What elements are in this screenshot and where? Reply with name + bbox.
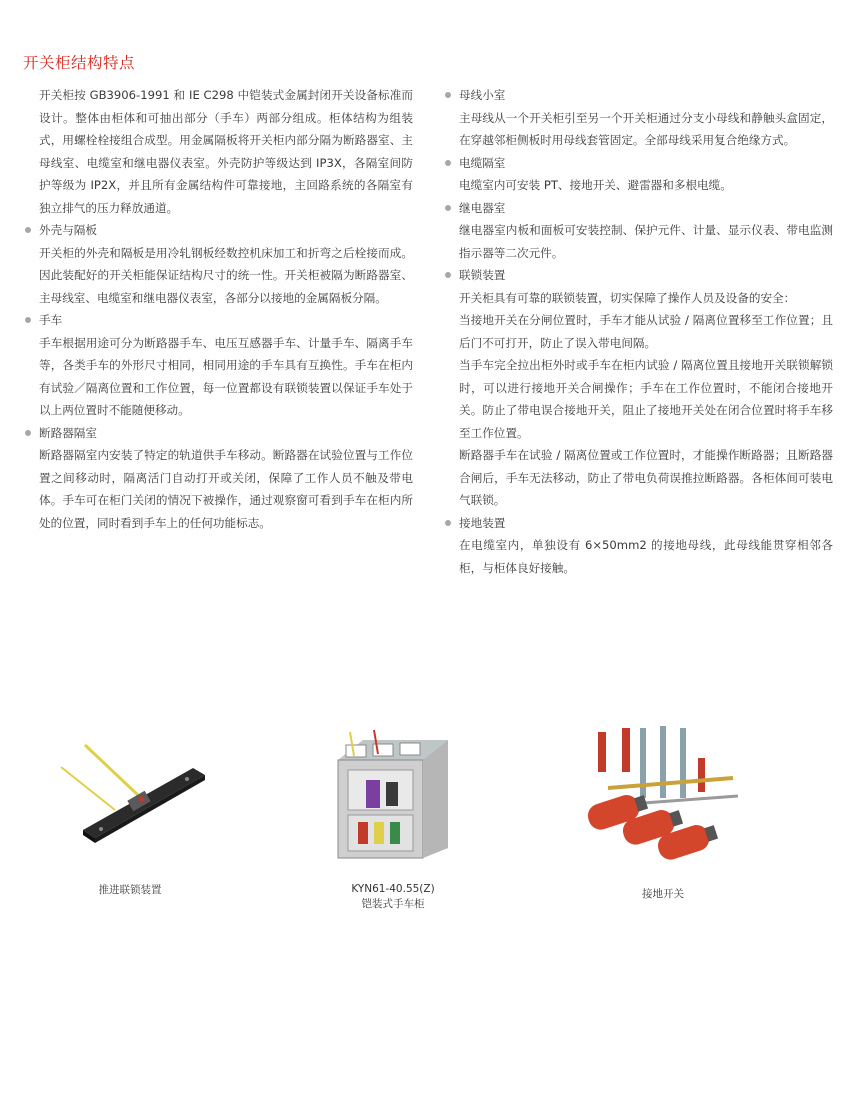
figure-caption: KYN61-40.55(Z)	[351, 883, 435, 895]
section-heading	[25, 309, 413, 332]
section-body: 开关柜的外壳和隔板是用冷轧钢板经数控机床加工和折弯之后栓接而成。因此装配好的开关柜能保证结构尺寸的统一性。开关柜被隔为断路器室、主母线室、电缆室和继电器仪表室，各部分以接地的金属隔板分隔。	[39, 245, 413, 305]
section-body: 继电器室内板和面板可安装控制、保护元件、计量、显示仪表、带电监测指示器等二次元件。	[459, 223, 833, 260]
section-heading	[445, 512, 833, 535]
section-body: 电缆室内可安装 PT、接地开关、避雷器和多根电缆。	[459, 178, 732, 192]
section-heading	[445, 152, 833, 175]
propulsion-interlock-illustration	[55, 735, 215, 850]
bullet-icon	[445, 520, 451, 526]
heading-text: 电缆隔室	[459, 155, 506, 170]
intro-paragraph: 开关柜按 GB3906-1991 和 IE C298 中铠装式金属封闭开关设备标准而设计。整体由柜体和可抽出部分（手车）两部分组成。柜体结构为组装式，用螺栓栓接组合成型。用金属隔板将开关柜内部分隔为断路器室、主母线室、电缆室和继电器仪表室。外壳防护等级达到 IP3X，各隔室间防护等级为 IP2X，并且所有金属结构件可靠接地，主回路系统的各隔室有独立排气的压力释放通道。	[39, 88, 413, 215]
switchgear-cabinet-illustration	[328, 730, 458, 862]
interlock-item: 当接地开关在分闸位置时，手车才能从试验 / 隔离位置移至工作位置；且后门不可打开，防止了误入带电间隔。	[459, 313, 833, 350]
section-body: 在电缆室内，单独设有 6×50mm2 的接地母线，此母线能贯穿相邻各柜，与柜体良好接触。	[459, 538, 833, 575]
figure-caption: 推进联锁装置	[98, 884, 162, 896]
heading-text: 联锁装置	[459, 268, 506, 282]
bullet-icon	[445, 205, 451, 211]
section-body: 开关柜具有可靠的联锁装置，切实保障了操作人员及设备的安全：	[459, 290, 796, 305]
section-body: 主母线从一个开关柜引至另一个开关柜通过分支小母线和静触头盒固定，在穿越邻柜侧板时用母线套管固定。全部母线采用复合绝缘方式。	[459, 110, 833, 147]
heading-text: 继电器室	[459, 200, 506, 215]
interlock-item: 断路器手车在试验 / 隔离位置或工作位置时，才能操作断路器；且断路器合闸后，手车无法移动，防止了带电负荷误推拉断路器。各柜体间可装电气联锁。	[459, 448, 833, 507]
bullet-icon	[445, 272, 451, 278]
bullet-icon	[445, 160, 451, 166]
section-body: 断路器隔室内安装了特定的轨道供手车移动。断路器在试验位置与工作位置之间移动时，隔离活门自动打开或关闭，保障了工作人员不触及带电体。手车可在柜门关闭的情况下被操作，通过观察窗可看到手车在柜内所处的位置，同时看到手车上的任何功能标志。	[39, 448, 413, 530]
section-heading	[445, 197, 833, 220]
figure-subcaption: 铠装式手车柜	[361, 898, 425, 910]
figure-caption: 接地开关	[642, 888, 684, 900]
heading-text: 母线小室	[459, 88, 506, 102]
heading-text: 手车	[39, 313, 63, 327]
right-column	[445, 84, 833, 579]
bullet-icon	[445, 92, 451, 98]
heading-text: 断路器隔室	[39, 425, 97, 440]
section-heading	[25, 422, 413, 445]
bullet-icon	[25, 430, 31, 436]
bullet-icon	[25, 317, 31, 323]
interlock-item: 当手车完全拉出柜外时或手车在柜内试验 / 隔离位置且接地开关联锁解锁时，可以进行接地开关合闸操作；手车在工作位置时，不能闭合接地开关。防止了带电误合接地开关，阻止了接地开关处在闭合位置时将手车移至工作位置。	[459, 358, 833, 440]
section-heading	[445, 84, 833, 107]
section-body: 手车根据用途可分为断路器手车、电压互感器手车、计量手车、隔离手车等，各类手车的外形尺寸相同，相同用途的手车具有互换性。手车在柜内有试验／隔离位置和工作位置，每一位置都设有联锁装置以保证手车处于以上两位置时不能随便移动。	[39, 335, 413, 417]
bullet-icon	[25, 227, 31, 233]
section-heading	[445, 264, 833, 287]
section-heading	[25, 219, 413, 242]
page-title: 开关柜结构特点	[23, 54, 136, 72]
heading-text: 外壳与隔板	[39, 223, 97, 237]
earthing-switch-illustration	[578, 718, 748, 868]
heading-text: 接地装置	[459, 515, 506, 530]
left-column	[25, 84, 413, 534]
